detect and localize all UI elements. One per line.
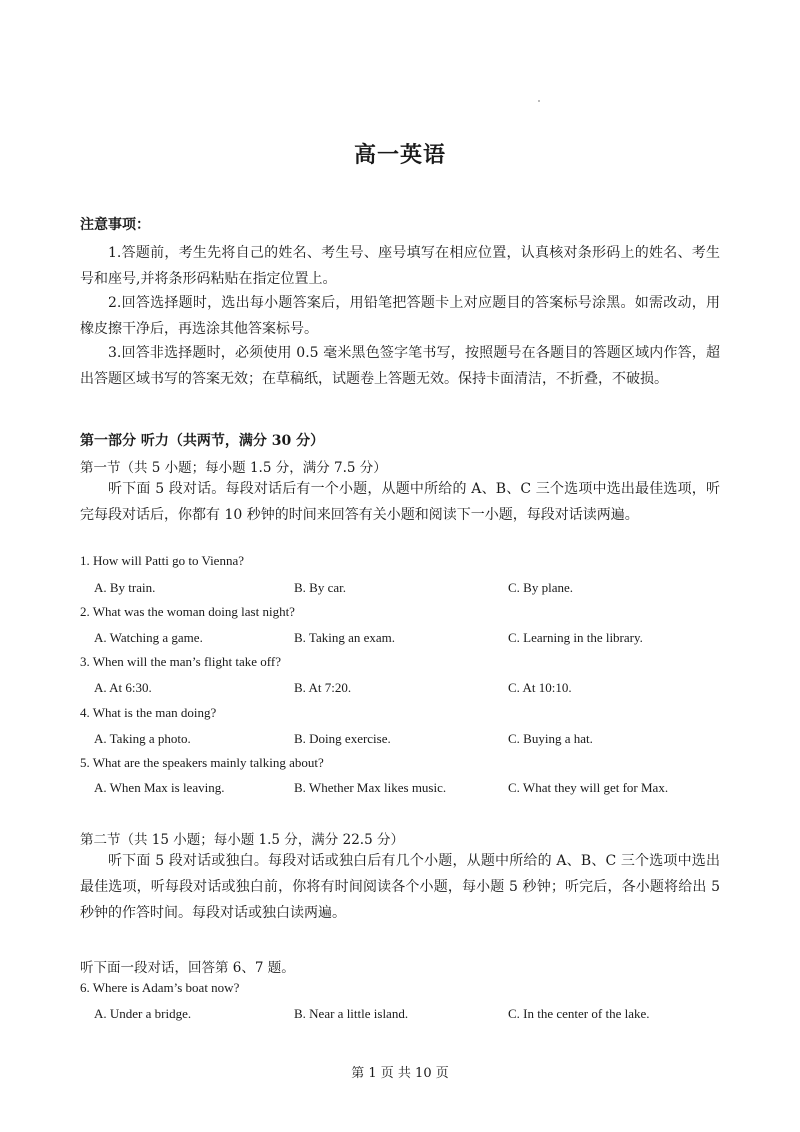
question-5-option-c: C. What they will get for Max. xyxy=(508,780,669,795)
question-6: 6. Where is Adam’s boat now? xyxy=(80,980,240,995)
notice-item-1: 1.答题前，考生先将自己的姓名、考生号、座号填写在相应位置，认真核对条形码上的姓名、考生号和座号,并将条形码粘贴在指定位置上。 xyxy=(80,245,720,287)
question-1-option-a: A. By train. xyxy=(94,580,156,595)
question-5: 5. What are the speakers mainly talking about? xyxy=(80,755,324,770)
section1-instructions: 听下面 5 段对话。每段对话后有一个小题，从题中所给的 A、B、C 三个选项中选出最佳选项，听完每段对话后，你都有 10 秒钟的时间来回答有关小题和阅读下一小题，每段对话读两遍。 xyxy=(80,481,720,523)
question-2-option-a: A. Watching a game. xyxy=(94,630,203,645)
question-5-option-b: B. Whether Max likes music. xyxy=(294,780,447,795)
question-1-option-c: C. By plane. xyxy=(508,580,573,595)
question-1-option-b: B. By car. xyxy=(294,580,346,595)
notice-heading: 注意事项： xyxy=(80,217,150,233)
question-1: 1. How will Patti go to Vienna? xyxy=(80,553,244,568)
question-2-option-b: B. Taking an exam. xyxy=(294,630,396,645)
page-footer: 第 1 页 共 10 页 xyxy=(351,1066,449,1081)
question-3-option-b: B. At 7:20. xyxy=(294,680,352,695)
question-2: 2. What was the woman doing last night? xyxy=(80,604,295,619)
question-3: 3. When will the man’s flight take off? xyxy=(80,654,281,669)
question-6-option-a: A. Under a bridge. xyxy=(94,1006,192,1021)
question-2-option-c: C. Learning in the library. xyxy=(508,630,643,645)
section2-heading: 第二节（共 15 小题；每小题 1.5 分，满分 22.5 分） xyxy=(80,832,404,848)
question-3-option-a: A. At 6:30. xyxy=(94,680,152,695)
question-6-option-b: B. Near a little island. xyxy=(294,1006,409,1021)
question-5-option-a: A. When Max is leaving. xyxy=(94,780,225,795)
part1-heading: 第一部分 听力（共两节，满分 30 分） xyxy=(80,433,325,449)
scan-speck xyxy=(538,100,540,102)
page-title: 高一英语 xyxy=(353,142,446,168)
question-4-option-b: B. Doing exercise. xyxy=(294,731,391,746)
section2-instructions: 听下面 5 段对话或独白。每段对话或独白后有几个小题，从题中所给的 A、B、C 三个选项中选出最佳选项，听每段对话或独白前，你将有时间阅读各个小题，每小题 5 秒钟；听完后，各小题将给出 5 秒钟的作答时间。每段对话或独白读两遍。 xyxy=(80,853,720,921)
question-4-option-a: A. Taking a photo. xyxy=(94,731,191,746)
question-4: 4. What is the man doing? xyxy=(80,705,217,720)
section2-prompt: 听下面一段对话，回答第 6、7 题。 xyxy=(80,960,295,976)
notice-item-2: 2.回答选择题时，选出每小题答案后，用铅笔把答题卡上对应题目的答案标号涂黑。如需改动，用橡皮擦干净后，再选涂其他答案标号。 xyxy=(80,295,720,337)
question-4-option-c: C. Buying a hat. xyxy=(508,731,593,746)
question-3-option-c: C. At 10:10. xyxy=(508,680,572,695)
section1-heading: 第一节（共 5 小题；每小题 1.5 分，满分 7.5 分） xyxy=(80,460,387,476)
question-6-option-c: C. In the center of the lake. xyxy=(508,1006,650,1021)
notice-item-3: 3.回答非选择题时，必须使用 0.5 毫米黑色签字笔书写，按照题号在各题目的答题区域内作答，超出答题区域书写的答案无效；在草稿纸，试题卷上答题无效。保持卡面清洁，不折叠，不破损。 xyxy=(80,345,720,387)
